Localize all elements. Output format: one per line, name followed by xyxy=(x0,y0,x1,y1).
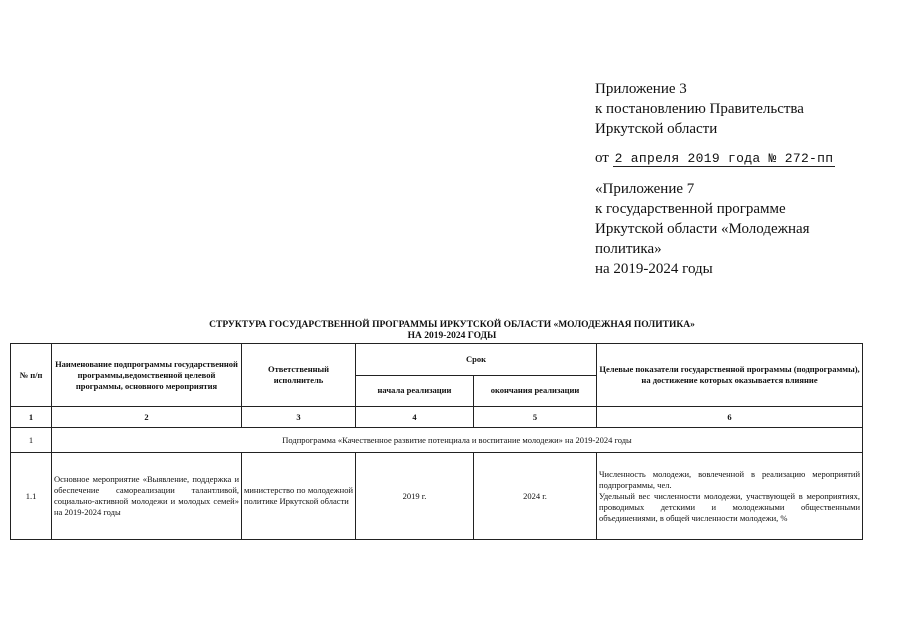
column-number: 2 xyxy=(52,407,242,428)
row-executor: министерство по молодежной политике Иркутской области xyxy=(242,453,356,540)
annex-program-name-1: Иркутской области «Молодежная xyxy=(595,221,810,237)
document-subtitle: НА 2019-2024 ГОДЫ xyxy=(407,331,497,341)
column-number: 1 xyxy=(11,407,52,428)
header-term-start: начала реализации xyxy=(356,375,474,407)
header-term: Срок xyxy=(356,344,597,376)
row-num: 1.1 xyxy=(11,453,52,540)
annex-program-name-2: политика» xyxy=(595,241,662,257)
program-structure-table xyxy=(10,343,863,540)
document-title: СТРУКТУРА ГОСУДАРСТВЕННОЙ ПРОГРАММЫ ИРКУТСКОЙ ОБЛАСТИ «МОЛОДЕЖНАЯ ПОЛИТИКА» xyxy=(209,320,695,330)
column-number: 6 xyxy=(597,407,863,428)
row-indicators xyxy=(597,453,863,540)
column-number: 3 xyxy=(242,407,356,428)
decree-prefix: от xyxy=(595,150,609,166)
annex-to-program: к государственной программе xyxy=(595,201,786,217)
decree-date-line xyxy=(595,150,835,167)
appendix-region: Иркутской области xyxy=(595,121,718,137)
appendix-header xyxy=(595,79,895,139)
annex-header xyxy=(595,179,895,279)
indicator-text: Численность молодежи, вовлеченной в реализацию мероприятий подпрограммы, чел. xyxy=(599,468,861,490)
header-num: № п/п xyxy=(11,344,52,407)
subprogram-num: 1 xyxy=(11,428,52,453)
row-start-year: 2019 г. xyxy=(356,453,474,540)
indicator-text: Удельный вес численности молодежи, участвующей в мероприятиях, проводимых детскими и молодежными общественными объединениями, в общей численности молодежи, % xyxy=(599,490,861,523)
column-number: 4 xyxy=(356,407,474,428)
column-number: 5 xyxy=(474,407,597,428)
appendix-to-decree: к постановлению Правительства xyxy=(595,101,804,117)
column-number-row xyxy=(11,407,863,428)
table-header-row xyxy=(11,344,863,376)
subprogram-row xyxy=(11,428,863,453)
annex-number: «Приложение 7 xyxy=(595,181,695,197)
table-row xyxy=(11,453,863,540)
header-name: Наименование подпрограммы государственной программы,ведомственной целевой программы, основного мероприятия xyxy=(52,344,242,407)
decree-date-number: 2 апреля 2019 года № 272-пп xyxy=(614,151,834,166)
annex-program-years: на 2019-2024 годы xyxy=(595,261,713,277)
row-activity-name: Основное мероприятие «Выявление, поддержка и обеспечение самореализации талантливой, социально-активной молодежи и молодых семей» на 2019-2024 годы xyxy=(52,453,242,540)
subprogram-title: Подпрограмма «Качественное развитие потенциала и воспитание молодежи» на 2019-2024 годы xyxy=(52,428,863,453)
header-indicators: Целевые показатели государственной программы (подпрограммы), на достижение которых оказывается влияние xyxy=(597,344,863,407)
header-term-end: окончания реализации xyxy=(474,375,597,407)
appendix-number: Приложение 3 xyxy=(595,81,687,97)
row-end-year: 2024 г. xyxy=(474,453,597,540)
header-executor: Ответственный исполнитель xyxy=(242,344,356,407)
